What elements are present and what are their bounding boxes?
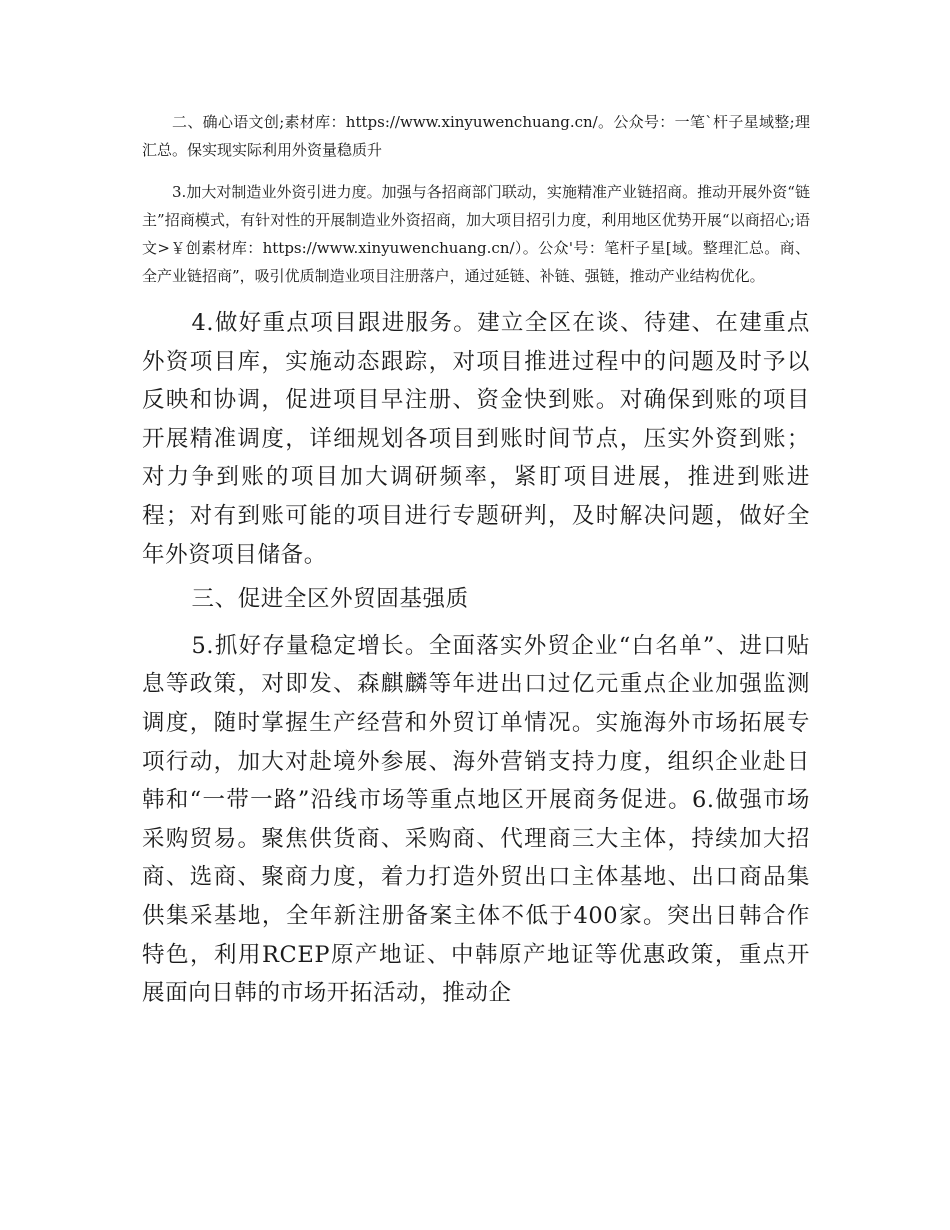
document-page	[142, 108, 810, 1019]
paragraph-item-5-6: 5.抓好存量稳定增长。全面落实外贸企业“白名单”、进口贴息等政策，对即发、森麒麟等年进出口过亿元重点企业加强监测调度，随时掌握生产经营和外贸订单情况。实施海外市场拓展专项行动，加大对赴境外参展、海外营销支持力度，组织企业赴日韩和“一带一路”沿线市场等重点地区开展商务促进。6.做强市场采购贸易。聚焦供货商、采购商、代理商三大主体，持续加大招商、选商、聚商力度，着力打造外贸出口主体基地、出口商品集供集采基地，全年新注册备案主体不低于400家。突出日韩合作特色，利用RCEP原产地证、中韩原产地证等优惠政策，重点开展面向日韩的市场开拓活动，推动企	[142, 632, 810, 1007]
paragraph-section-two-intro: 二、确心语文创;素材库：https://www.xinyuwenchuang.cn/。公众号：一笔`杆子星域整;理汇总。保实现实际利用外资量稳质升	[142, 113, 810, 159]
paragraph-item-3: 3.加大对制造业外资引进力度。加强与各招商部门联动，实施精准产业链招商。推动开展外资“链主”招商模式，有针对性的开展制造业外资招商，加大项目招引力度，利用地区优势开展“以商招心;语文>￥创素材库：https://www.xinyuwenchuang.cn/）。公众'号：笔杆子星[域。整理汇总。商、全产业链招商”，吸引优质制造业项目注册落户，通过延链、补链、强链，推动产业结构优化。	[142, 183, 810, 285]
section-heading-three: 三、促进全区外贸固基强质	[191, 586, 469, 613]
paragraph-item-4: 4.做好重点项目跟进服务。建立全区在谈、待建、在建重点外资项目库，实施动态跟踪，对项目推进过程中的问题及时予以反映和协调，促进项目早注册、资金快到账。对确保到账的项目开展精准调度，详细规划各项目到账时间节点，压实外资到账；对力争到账的项目加大调研频率，紧盯项目进展，推进到账进程；对有到账可能的项目进行专题研判，及时解决问题，做好全年外资项目储备。	[142, 310, 810, 568]
